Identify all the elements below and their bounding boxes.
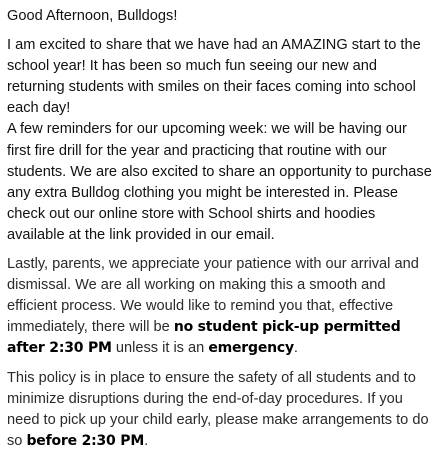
early-pickup-deadline-emphasis: before 2:30 PM — [26, 432, 145, 449]
paragraph-reminders: A few reminders for our upcoming week: we will be having our first fire drill for the year and practicing that routine with our students. We are also excited to share an opportunity to purchase any extra Bulldog clothing you might be interested in. Please check out our online store with School shirts and hoodies available at the link provided in our email. — [7, 121, 432, 243]
pickup-cutoff-emphasis: no student pick-up permitted after 2:30 PM — [7, 319, 401, 357]
pickup-text-before: Lastly, parents, we appreciate your patience with our arrival and dismissal. We are all working on making this a smooth and efficient process. We would like to remind you that, effective immediately, there will be — [7, 256, 419, 336]
safety-text-after: . — [144, 432, 149, 449]
pickup-text-middle: unless it is an — [111, 340, 209, 357]
paragraph-pickup-policy — [7, 254, 432, 359]
emergency-emphasis: emergency — [208, 340, 294, 357]
pickup-text-after: . — [293, 340, 298, 357]
safety-text-before: This policy is in place to ensure the safety of all students and to minimize disruptions during the end-of-day procedures. If you need to pick up your child early, please make arrangements to do so — [7, 369, 429, 449]
greeting: Good Afternoon, Bulldogs! — [7, 8, 178, 24]
paragraph-start-of-year: I am excited to share that we have had an AMAZING start to the school year! It has been so much fun seeing our new and returning students with smiles on their faces coming into school each day! — [7, 37, 421, 117]
paragraph-safety-policy — [7, 368, 432, 452]
